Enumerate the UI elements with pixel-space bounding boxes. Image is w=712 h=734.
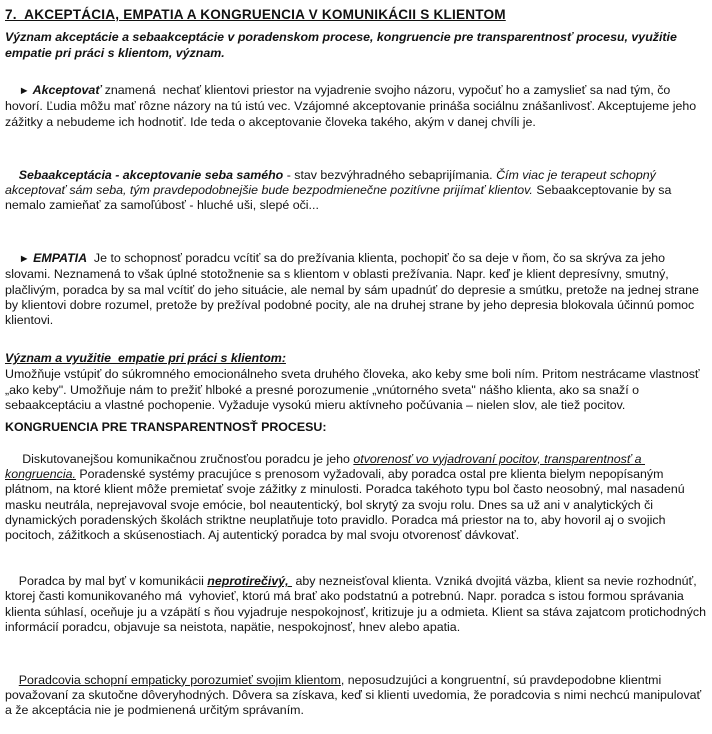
paragraph-neprotirecivy xyxy=(5,559,708,651)
text-run-kongruencia-lead: Diskutovanejšou komunikačnou zručnosťou poradcu je jeho xyxy=(18,451,354,466)
paragraph-akceptovat xyxy=(5,68,708,145)
bullet-arrow-icon: ► xyxy=(18,253,30,266)
heading-kongruencia: KONGRUENCIA PRE TRANSPARENTNOSŤ PROCESU: xyxy=(5,420,327,435)
heading-vyznam-empatie: Význam a využitie empatie pri práci s klientom: xyxy=(5,350,286,365)
paragraph-empatia xyxy=(5,236,708,344)
paragraph-sebaakceptacia xyxy=(5,152,708,228)
text-run-kongruencia-emph: otvorenosť vo vyjadrovaní pocitov, transparentnosť a kongruencia. xyxy=(5,451,645,482)
document-title: 7. AKCEPTÁCIA, EMPATIA A KONGRUENCIA V KOMUNIKÁCII S KLIENTOM xyxy=(5,7,506,22)
text-run-empatia-lead: EMPATIA xyxy=(29,251,88,266)
text-run-neprotirecivy-lead: Poradca by mal byť v komunikácii xyxy=(18,574,208,589)
text-run-sebaakceptacia-emph: Čím viac je terapeut schopný akceptovať sám seba, tým pravdepodobnejšie bude bezpodmienečne pozitívne prijímať klientov. xyxy=(5,167,660,197)
text-run-akceptovat-lead: Akceptovať xyxy=(29,83,102,98)
paragraph-poradcovia xyxy=(5,658,708,734)
document-subtitle: Význam akceptácie a sebaakceptácie v poradenskom procese, kongruencie pre transparentnosť procesu, využitie empatie pri práci s klientom, význam. xyxy=(5,30,681,60)
text-run-sebaakceptacia-mid: - stav bezvýhradného sebaprijímania. xyxy=(283,167,497,182)
text-run-neprotirecivy-body: aby nezneisťoval klienta. Vzniká dvojitá väzba, klient sa nevie rozhodnúť, ktorej časti komunikovaného má vyhovieť, ktorú má brať ako podstatnú a potrebnú. Napr. poradca s istou formou správania klienta súhlasí, oceňuje ju a vzápätí s ňou vyjadruje nespokojnosť, kritizuje ju a odmieta. Klient sa stáva zajatcom protichodných informácií poradcu, objavuje sa neistota, napätie, nespokojnosť, hnev alebo apatia. xyxy=(5,574,710,634)
text-run-akceptovat-body: znamená nechať klientovi priestor na vyjadrenie svojho názoru, vypočuť ho a zamyslieť sa nad tým, čo hovorí. Ľudia môžu mať rôzne názory na tú istú vec. Vzájomné akceptovanie prináša sociálnu znášanlivosť. Akceptujeme jeho zážitky a nebudeme ich hodnotiť. Ide teda o akceptovanie človeka takého, akým v danej chvíli je. xyxy=(5,83,700,129)
text-run-neprotirecivy-emph: neprotirečivý, xyxy=(207,574,292,589)
text-run-kongruencia-body: Poradenské systémy pracujúce s prenosom vyžadovali, aby poradca ostal pre klienta bielym nepopísaným plátnom, na ktoré klient môže premietať svoje zážitky z minulosti. Poradca takéhoto typu bol často neosobný, mal nasadenú masku neutrála, neprejavoval svoje emócie, bol neautentický, bol skrytý za svoju rolu. Dnes sa už ani v analytických či dynamických poradenských školách striktne neuplatňuje toto pravidlo. Poradca má priestor na to, aby hovoril aj o svojich pocitoch, zážitkoch a skúsenostiach. Aj autentický poradca by mal svoju otvorenosť dávkovať. xyxy=(5,467,689,543)
text-run-poradcovia-lead: Poradcovia schopní empaticky porozumieť svojim klientom xyxy=(18,672,341,687)
text-run-sebaakceptacia-lead: Sebaakceptácia - akceptovanie seba samého xyxy=(18,167,284,182)
text-run-poradcovia-body: , neposudzujúci a kongruentní, sú pravdepodobne klientmi považovaní za skutočne dôveryhodných. Dôvera sa získava, keď si klienti uvedomia, že poradcovia s nimi nechcú manipulovať a že akceptácia nie je podmienená určitým správaním. xyxy=(5,672,705,718)
paragraph-kongruencia xyxy=(5,436,708,558)
paragraph-vyznam-empatie: Umožňuje vstúpiť do súkromného emocionálneho sveta druhého človeka, ako keby sme boli ním. Pritom nestrácame vlastnosť „ako keby". Umožňuje nám to prežiť hlboké a presné porozumenie „vnútorného sveta" nášho klienta, ako sa snaží o sebaakceptáciu a vlastné pochopenie. Vyžaduje vysokú mieru aktívneho počúvania – nielen slov, ale tiež pocitov. xyxy=(5,367,704,412)
bullet-arrow-icon: ► xyxy=(18,85,30,98)
text-run-empatia-body: Je to schopnosť poradcu vcítiť sa do prežívania klienta, pochopiť čo sa deje v ňom, čo sa skrýva za jeho slovami. Neznamená to však úplné stotožnenie sa s klientom v oblasti prežívania. Napr. keď je klient depresívny, smutný, plačlivým, poradca by sa mal vcítiť do jeho situácie, ale nemal by sám upadnúť do depresie a smútku, pretože na jednej strane by klientovi dobre rozumel, pretože by prežíval podobné pocity, ale na druhej strane by jeho depresia blokovala účinnú pomoc klientovi. xyxy=(5,251,703,328)
text-run-sebaakceptacia-tail: Sebaakceptovanie by sa nemalo zamieňať za samoľúbosť - hluché uši, slepé oči... xyxy=(5,182,675,213)
